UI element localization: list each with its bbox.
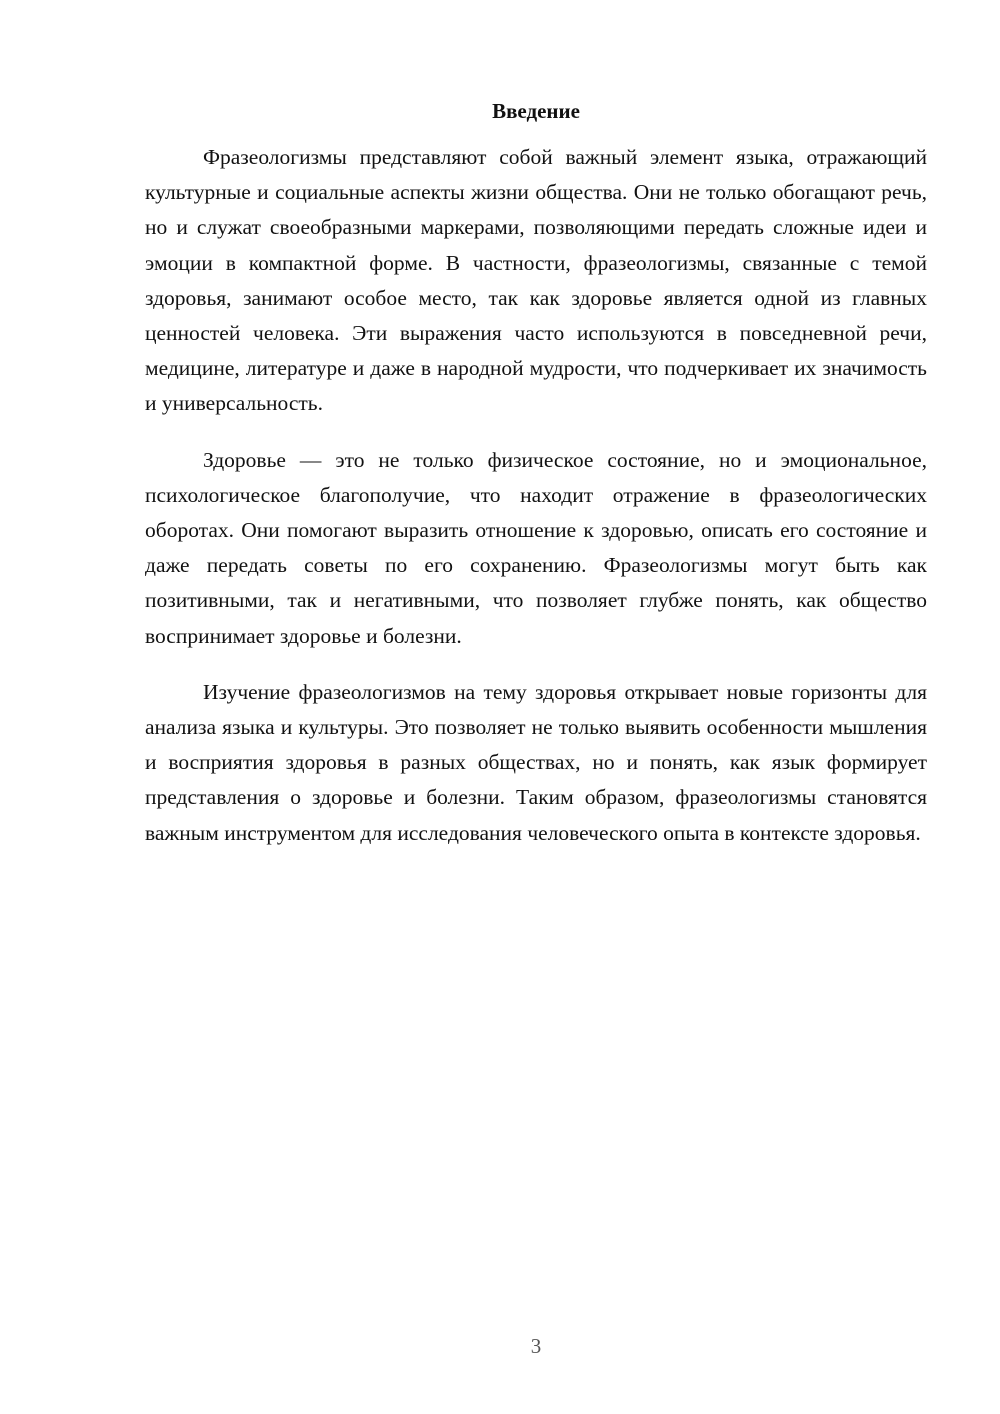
section-heading: Введение bbox=[492, 99, 580, 123]
body-text bbox=[145, 140, 927, 872]
page-number: 3 bbox=[530, 1334, 542, 1358]
paragraph-3: Изучение фразеологизмов на тему здоровья открывает новые горизонты для анализа языка и культуры. Это позволяет не только выявить особенности мышления и восприятия здоровья в разных обществах, но и понять, как язык формирует представления о здоровье и болезни. Таким образом, фразеологизмы становятся важным инструментом для исследования человеческого опыта в контексте здоровья. bbox=[145, 679, 927, 845]
paragraph-1: Фразеологизмы представляют собой важный элемент языка, отражающий культурные и социальные аспекты жизни общества. Они не только обогащают речь, но и служат своеобразными маркерами, позволяющими передать сложные идеи и эмоции в компактной форме. В частности, фразеологизмы, связанные с темой здоровья, занимают особое место, так как здоровье является одной из главных ценностей человека. Эти выражения часто используются в повседневной речи, медицине, литературе и даже в народной мудрости, что подчеркивает их значимость и универсальность. bbox=[145, 145, 927, 416]
paragraph-2: Здоровье — это не только физическое состояние, но и эмоциональное, психологическое благополучие, что находит отражение в фразеологических оборотах. Они помогают выразить отношение к здоровью, описать его состояние и даже передать советы по его сохранению. Фразеологизмы могут быть как позитивными, так и негативными, что позволяет глубже понять, как общество воспринимает здоровье и болезни. bbox=[145, 447, 927, 648]
